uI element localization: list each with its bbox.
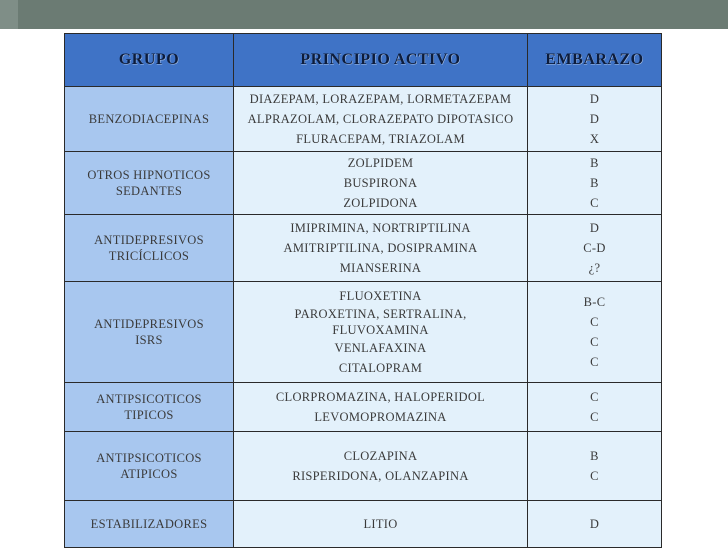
- pregnancy-category: D: [589, 221, 600, 235]
- table-row: [65, 383, 662, 432]
- drugs-cell: [234, 87, 528, 152]
- pregnancy-category: B: [590, 156, 599, 170]
- drug-line: ZOLPIDONA: [343, 196, 418, 210]
- table-row: [65, 215, 662, 282]
- drug-pregnancy-table: [64, 33, 662, 548]
- drug-line: IMIPRIMINA, NORTRIPTILINA: [290, 221, 471, 235]
- group-label: SEDANTES: [115, 184, 183, 198]
- drug-line: ALPRAZOLAM, CLORAZEPATO DIPOTASICO: [247, 112, 514, 126]
- group-label: BENZODIACEPINAS: [88, 112, 210, 126]
- drugs-cell: [234, 383, 528, 432]
- group-label: ANTIDEPRESIVOS: [94, 233, 204, 247]
- group-cell: [65, 215, 234, 282]
- drug-line: FLUOXETINA: [339, 289, 422, 303]
- table-row: [65, 152, 662, 215]
- header-group: GRUPO: [65, 34, 234, 87]
- drugs-cell: [234, 215, 528, 282]
- table-row: [65, 501, 662, 548]
- pregnancy-cell: [528, 215, 662, 282]
- group-label: ESTABILIZADORES: [90, 517, 208, 531]
- header-pregnancy: EMBARAZO: [528, 34, 662, 87]
- pregnancy-category: D: [589, 517, 600, 531]
- pregnancy-cell: [528, 432, 662, 501]
- group-label: TRICÍCLICOS: [108, 249, 190, 263]
- table-row: [65, 87, 662, 152]
- group-label: ATIPICOS: [120, 467, 178, 481]
- drug-line: VENLAFAXINA: [334, 341, 427, 355]
- group-label: OTROS HIPNOTICOS: [87, 168, 211, 182]
- drug-line: CITALOPRAM: [338, 361, 423, 375]
- drug-line: FLUVOXAMINA: [332, 323, 429, 337]
- pregnancy-category: ¿?: [588, 261, 601, 275]
- group-cell: [65, 152, 234, 215]
- pregnancy-category: C: [590, 315, 599, 329]
- drugs-cell: [234, 152, 528, 215]
- pregnancy-cell: [528, 282, 662, 383]
- drug-line: MIANSERINA: [339, 261, 422, 275]
- group-label: ANTIPSICOTICOS: [96, 451, 202, 465]
- drug-line: CLOZAPINA: [343, 449, 418, 463]
- pregnancy-cell: [528, 501, 662, 548]
- pregnancy-category: C: [590, 196, 599, 210]
- pregnancy-cell: [528, 152, 662, 215]
- pregnancy-category: B: [590, 449, 599, 463]
- group-cell: [65, 87, 234, 152]
- group-cell: [65, 501, 234, 548]
- group-label: ANTIDEPRESIVOS: [94, 317, 204, 331]
- group-label: ISRS: [135, 333, 163, 347]
- drug-line: RISPERIDONA, OLANZAPINA: [292, 469, 469, 483]
- group-cell: [65, 383, 234, 432]
- pregnancy-category: C: [590, 335, 599, 349]
- pregnancy-category: C: [590, 390, 599, 404]
- drug-line: FLURACEPAM, TRIAZOLAM: [296, 132, 465, 146]
- group-cell: [65, 282, 234, 383]
- header-active-ingredient: PRINCIPIO ACTIVO: [234, 34, 528, 87]
- pregnancy-category: B: [590, 176, 599, 190]
- drug-line: ZOLPIDEM: [347, 156, 414, 170]
- pregnancy-category: C-D: [583, 241, 606, 255]
- pregnancy-category: C: [590, 410, 599, 424]
- drug-line: CLORPROMAZINA, HALOPERIDOL: [275, 390, 486, 404]
- drugs-cell: [234, 282, 528, 383]
- drug-line: AMITRIPTILINA, DOSIPRAMINA: [283, 241, 478, 255]
- pregnancy-category: D: [589, 112, 600, 126]
- drug-line: DIAZEPAM, LORAZEPAM, LORMETAZEPAM: [249, 92, 512, 106]
- drug-line: BUSPIRONA: [343, 176, 418, 190]
- group-label: ANTIPSICOTICOS: [96, 392, 202, 406]
- group-cell: [65, 432, 234, 501]
- pregnancy-category: X: [589, 132, 600, 146]
- drugs-cell: [234, 432, 528, 501]
- drug-line: LITIO: [363, 517, 398, 531]
- table-row: [65, 282, 662, 383]
- pregnancy-cell: [528, 383, 662, 432]
- slide-top-band: [0, 0, 728, 29]
- pregnancy-category: D: [589, 92, 600, 106]
- pregnancy-category: B-C: [583, 295, 606, 309]
- drug-line: PAROXETINA, SERTRALINA,: [294, 307, 467, 321]
- pregnancy-category: C: [590, 469, 599, 483]
- slide-top-band-accent: [0, 0, 18, 29]
- pregnancy-cell: [528, 87, 662, 152]
- group-label: TIPICOS: [124, 408, 174, 422]
- drug-line: LEVOMOPROMAZINA: [314, 410, 447, 424]
- table-header-row: [65, 34, 662, 87]
- pregnancy-category: C: [590, 355, 599, 369]
- table-row: [65, 432, 662, 501]
- drugs-cell: [234, 501, 528, 548]
